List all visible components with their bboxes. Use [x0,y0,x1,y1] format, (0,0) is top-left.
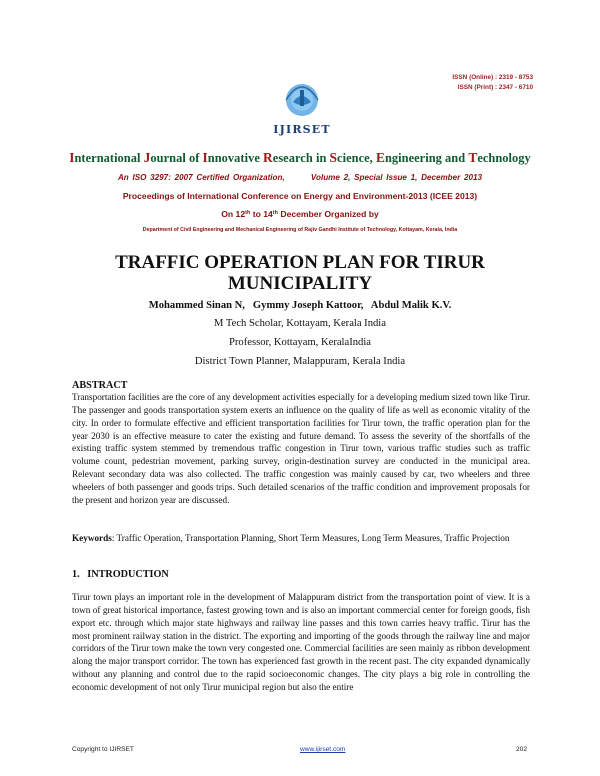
authors: Mohammed Sinan N, Gymmy Joseph Kattoor, Abdul Malik K.V. [148,300,452,311]
footer-website-link[interactable]: www.ijirset.com [300,746,346,753]
journal-cap-5: E [375,150,385,165]
journal-rest-1: ournal of [150,151,203,165]
logo-text: IJIRSET [273,123,331,136]
title-line-2: MUNICIPALITY [227,273,373,294]
title-line-1: TRAFFIC OPERATION PLAN FOR TIRUR [115,252,485,273]
footer-copyright: Copyright to IJIRSET [72,746,134,753]
proceedings-line: Proceedings of International Conference on Energy and Environment-2013 (ICEE 2013) [122,191,478,201]
journal-rest-6: echnology [477,151,531,165]
iso-line: An ISO 3297: 2007 Certified Organization, Volume 2, Special Issue 1, December 2013 [117,173,483,182]
keywords-label: Keywords [72,533,112,543]
footer-page-number: 202 [516,746,528,753]
introduction-heading: 1. INTRODUCTION [72,569,169,580]
journal-rest-0: nternational [74,151,144,165]
paper-title [0,252,600,294]
dates-sup1: th [245,210,251,216]
affiliation-3: District Town Planner, Malappuram, Kerala India [194,356,406,367]
keywords [72,532,530,545]
journal-rest-4: cience, [337,151,376,165]
journal-cap-2: I [202,150,208,165]
journal-rest-5: ngineering and [384,151,469,165]
journal-name [0,150,600,166]
issn-online: ISSN (Online) : 2319 - 8753 [452,74,533,81]
journal-cap-6: T [468,150,478,165]
abstract-text: Transportation facilities are the core of any development activities especially for a developing medium sized town like Tirur. The passenger and goods transportation system exerts an influence on the quality of life as well as economic vitality of the city. In order to formulate effective and efficient transportation facilities for Tirur town, the traffic operation plan for the year 2030 is an effective measure to cater the existing and future demand. To assess the severity of the shortfalls of the existing traffic system stemmed by tremendous traffic congestion in Tirur town, various traffic studies such as traffic volume count, pedestrian movement, parking survey, origin-destination survey are conducted in the municipal area. Relevant secondary data was also collected. The traffic congestion was mainly caused by car, two wheelers and three wheelers of both passenger and goods trips. Such detailed scenarios of the traffic condition and improvement proposals for the present and horizon year are discussed. [72,392,530,505]
dates-sup2: th [272,210,278,216]
journal-cap-3: R [263,150,273,165]
dates-prefix: On 12 [221,209,246,219]
journal-cap-1: J [143,150,151,165]
affiliation-1: M Tech Scholar, Kottayam, Kerala India [214,318,386,329]
journal-rest-3: esearch in [272,151,330,165]
keywords-text: : Traffic Operation, Transportation Planning, Short Term Measures, Long Term Measures, Traffic Projection [111,533,510,543]
dates-mid: to 14 [250,209,273,219]
abstract-heading: ABSTRACT [72,380,128,391]
introduction-text: Tirur town plays an important role in the development of Malappuram district from the transportation point of view. It is a town of great historical importance, fastest growing town and is also an important commercial center for foreign goods, fish export etc. through which major state highways and railway line passes and this town carries heavy traffic. Tirur has the most prominent railway station in the district. The exporting and importing of the goods through the railway line and major corridors of the Tirur town make the town very congested one. Commercial facilities are seen mainly as ribbon development along the major transport corridor. The town has experienced fast growth in the recent past. The city expanded dynamically without any planning and control due to the rapid socioeconomic changes. The city plays a big role in controlling the economic development of not only Tirur municipal region but also the entire [72,592,530,692]
issn-print: ISSN (Print) : 2347 - 6710 [457,84,533,91]
journal-cap-4: S [329,150,338,165]
affiliation-2: Professor, Kottayam, KeralaIndia [229,337,371,348]
dates-suffix: December Organized by [277,209,379,219]
journal-rest-2: nnovative [207,151,264,165]
ijirset-logo [270,78,334,140]
department-line: Department of Civil Engineering and Mechanical Engineering of Rajiv Gandhi Institute of Technology, Kottayam, Kerala, India [142,227,458,233]
conference-dates [0,209,600,219]
journal-cap-0: I [69,150,75,165]
